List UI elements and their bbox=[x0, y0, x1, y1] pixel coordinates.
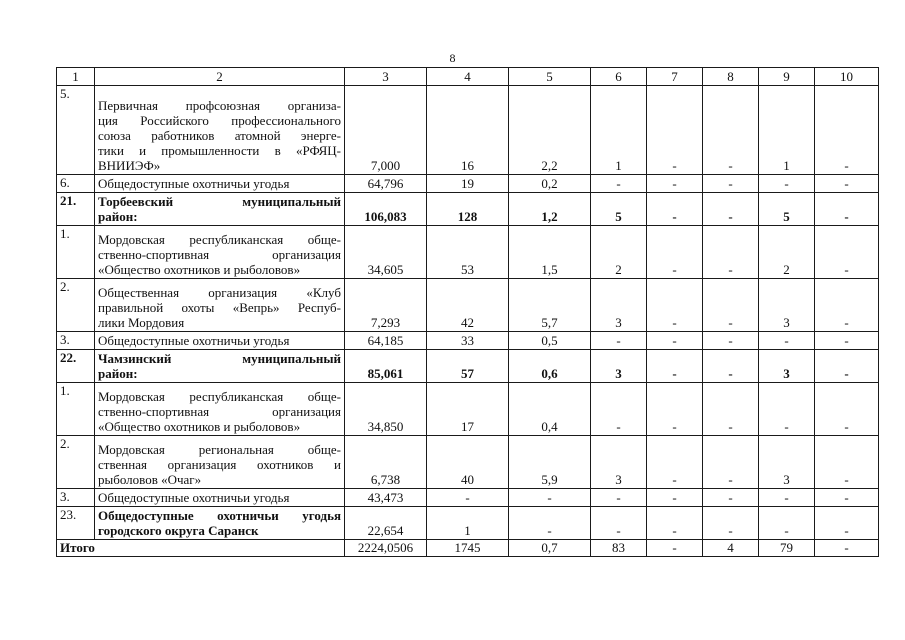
cell-c8: - bbox=[703, 193, 759, 226]
row-name-line: Общедоступные охотничьи угодья bbox=[98, 333, 290, 348]
cell-c10: - bbox=[815, 279, 879, 332]
row-number: 2. bbox=[57, 436, 95, 489]
cell-c3: 22,654 bbox=[345, 507, 427, 540]
row-name-line: ственно-спортивная организация bbox=[98, 404, 341, 419]
cell-c8: - bbox=[703, 383, 759, 436]
table-row bbox=[57, 175, 879, 193]
cell-c8: - bbox=[703, 175, 759, 193]
cell-c7: - bbox=[647, 436, 703, 489]
cell-c9: 3 bbox=[759, 436, 815, 489]
cell-c4: 42 bbox=[427, 279, 509, 332]
cell-c4: 16 bbox=[427, 86, 509, 175]
cell-c4: 33 bbox=[427, 332, 509, 350]
row-number: 6. bbox=[57, 175, 95, 193]
cell-c5: 5,9 bbox=[509, 436, 591, 489]
total-label: Итого bbox=[57, 540, 345, 557]
row-name-line: Мордовская республиканская обще- bbox=[98, 389, 341, 404]
cell-c10: - bbox=[815, 436, 879, 489]
total-cell-c9: 79 bbox=[759, 540, 815, 557]
row-name-line: ция Российского профессионального bbox=[98, 113, 341, 128]
cell-c10: - bbox=[815, 489, 879, 507]
total-cell-c10: - bbox=[815, 540, 879, 557]
cell-c3: 64,185 bbox=[345, 332, 427, 350]
cell-c10: - bbox=[815, 332, 879, 350]
row-name-line: Торбеевский муниципальный bbox=[98, 194, 341, 209]
row-name-line: Чамзинский муниципальный bbox=[98, 351, 341, 366]
cell-c7: - bbox=[647, 332, 703, 350]
header-cell-6: 6 bbox=[591, 68, 647, 86]
cell-c10: - bbox=[815, 86, 879, 175]
cell-c6: - bbox=[591, 489, 647, 507]
row-name bbox=[95, 193, 345, 226]
cell-c3: 85,061 bbox=[345, 350, 427, 383]
cell-c4: 17 bbox=[427, 383, 509, 436]
row-number: 1. bbox=[57, 383, 95, 436]
cell-c10: - bbox=[815, 226, 879, 279]
header-cell-2: 2 bbox=[95, 68, 345, 86]
row-name bbox=[95, 279, 345, 332]
table-row bbox=[57, 193, 879, 226]
row-name-line: Общедоступные охотничьи угодья bbox=[98, 508, 341, 523]
page-number: 8 bbox=[449, 51, 456, 65]
row-name bbox=[95, 436, 345, 489]
cell-c9: 3 bbox=[759, 279, 815, 332]
row-name-line: ственно-спортивная организация bbox=[98, 247, 341, 262]
total-cell-c8: 4 bbox=[703, 540, 759, 557]
cell-c8: - bbox=[703, 332, 759, 350]
cell-c9: 2 bbox=[759, 226, 815, 279]
row-name-line: Общедоступные охотничьи угодья bbox=[98, 176, 290, 191]
cell-c9: - bbox=[759, 175, 815, 193]
row-number: 2. bbox=[57, 279, 95, 332]
row-name-line: правильной охоты «Вепрь» Респуб- bbox=[98, 300, 341, 315]
cell-c8: - bbox=[703, 489, 759, 507]
cell-c10: - bbox=[815, 507, 879, 540]
cell-c5: - bbox=[509, 489, 591, 507]
table-row bbox=[57, 383, 879, 436]
cell-c4: - bbox=[427, 489, 509, 507]
cell-c4: 1 bbox=[427, 507, 509, 540]
row-number: 1. bbox=[57, 226, 95, 279]
row-name-line: район: bbox=[98, 366, 138, 381]
row-number: 21. bbox=[57, 193, 95, 226]
row-name-line: Первичная профсоюзная организа- bbox=[98, 98, 341, 113]
row-number: 3. bbox=[57, 332, 95, 350]
cell-c3: 7,293 bbox=[345, 279, 427, 332]
header-cell-1: 1 bbox=[57, 68, 95, 86]
total-cell-c4: 1745 bbox=[427, 540, 509, 557]
cell-c10: - bbox=[815, 350, 879, 383]
cell-c7: - bbox=[647, 86, 703, 175]
header-cell-10: 10 bbox=[815, 68, 879, 86]
cell-c6: - bbox=[591, 175, 647, 193]
table-row bbox=[57, 436, 879, 489]
cell-c10: - bbox=[815, 383, 879, 436]
header-cell-4: 4 bbox=[427, 68, 509, 86]
cell-c5: 0,6 bbox=[509, 350, 591, 383]
cell-c3: 6,738 bbox=[345, 436, 427, 489]
cell-c3: 34,605 bbox=[345, 226, 427, 279]
row-name-line: «Общество охотников и рыболовов» bbox=[98, 419, 301, 434]
cell-c10: - bbox=[815, 175, 879, 193]
cell-c4: 57 bbox=[427, 350, 509, 383]
table-row bbox=[57, 489, 879, 507]
cell-c5: 2,2 bbox=[509, 86, 591, 175]
row-name-line: Мордовская республиканская обще- bbox=[98, 232, 341, 247]
header-cell-3: 3 bbox=[345, 68, 427, 86]
total-row bbox=[57, 540, 879, 557]
cell-c3: 43,473 bbox=[345, 489, 427, 507]
header-cell-9: 9 bbox=[759, 68, 815, 86]
cell-c6: - bbox=[591, 332, 647, 350]
cell-c6: 3 bbox=[591, 436, 647, 489]
cell-c7: - bbox=[647, 175, 703, 193]
row-number: 5. bbox=[57, 86, 95, 175]
header-cell-5: 5 bbox=[509, 68, 591, 86]
row-name bbox=[95, 507, 345, 540]
cell-c10: - bbox=[815, 193, 879, 226]
cell-c7: - bbox=[647, 193, 703, 226]
cell-c3: 64,796 bbox=[345, 175, 427, 193]
cell-c9: 5 bbox=[759, 193, 815, 226]
cell-c9: - bbox=[759, 383, 815, 436]
cell-c5: 1,2 bbox=[509, 193, 591, 226]
cell-c5: - bbox=[509, 507, 591, 540]
row-name bbox=[95, 489, 345, 507]
cell-c7: - bbox=[647, 279, 703, 332]
table-row bbox=[57, 86, 879, 175]
row-name-line: район: bbox=[98, 209, 138, 224]
cell-c6: - bbox=[591, 507, 647, 540]
cell-c9: 1 bbox=[759, 86, 815, 175]
row-name bbox=[95, 332, 345, 350]
cell-c5: 5,7 bbox=[509, 279, 591, 332]
total-cell-c6: 83 bbox=[591, 540, 647, 557]
row-name bbox=[95, 175, 345, 193]
row-name-line: Мордовская региональная обще- bbox=[98, 442, 341, 457]
cell-c4: 128 bbox=[427, 193, 509, 226]
row-number: 22. bbox=[57, 350, 95, 383]
row-name-line: тики и промышленности в «РФЯЦ- bbox=[98, 143, 341, 158]
cell-c4: 53 bbox=[427, 226, 509, 279]
cell-c3: 106,083 bbox=[345, 193, 427, 226]
row-number: 3. bbox=[57, 489, 95, 507]
cell-c3: 34,850 bbox=[345, 383, 427, 436]
header-cell-7: 7 bbox=[647, 68, 703, 86]
cell-c4: 19 bbox=[427, 175, 509, 193]
cell-c6: 1 bbox=[591, 86, 647, 175]
cell-c8: - bbox=[703, 226, 759, 279]
cell-c8: - bbox=[703, 279, 759, 332]
cell-c7: - bbox=[647, 383, 703, 436]
row-name bbox=[95, 86, 345, 175]
row-name bbox=[95, 226, 345, 279]
table-row bbox=[57, 350, 879, 383]
cell-c9: - bbox=[759, 332, 815, 350]
row-name-line: лики Мордовия bbox=[98, 315, 185, 330]
cell-c9: - bbox=[759, 489, 815, 507]
cell-c5: 0,5 bbox=[509, 332, 591, 350]
row-name-line: «Общество охотников и рыболовов» bbox=[98, 262, 301, 277]
row-name-line: рыболовов «Очаг» bbox=[98, 472, 202, 487]
row-name-line: городского округа Саранск bbox=[98, 523, 259, 538]
cell-c5: 0,2 bbox=[509, 175, 591, 193]
cell-c5: 0,4 bbox=[509, 383, 591, 436]
table-row bbox=[57, 279, 879, 332]
row-name-line: Общественная организация «Клуб bbox=[98, 285, 341, 300]
row-name-line: ВНИИЭФ» bbox=[98, 158, 161, 173]
cell-c9: 3 bbox=[759, 350, 815, 383]
row-name-line: ственная организация охотников и bbox=[98, 457, 341, 472]
cell-c8: - bbox=[703, 436, 759, 489]
cell-c4: 40 bbox=[427, 436, 509, 489]
table-row bbox=[57, 332, 879, 350]
cell-c8: - bbox=[703, 86, 759, 175]
cell-c6: - bbox=[591, 383, 647, 436]
cell-c6: 3 bbox=[591, 279, 647, 332]
row-name bbox=[95, 350, 345, 383]
cell-c7: - bbox=[647, 226, 703, 279]
cell-c8: - bbox=[703, 350, 759, 383]
table-header-row bbox=[57, 68, 879, 86]
cell-c5: 1,5 bbox=[509, 226, 591, 279]
table-row bbox=[57, 507, 879, 540]
hunting-grounds-table bbox=[56, 67, 879, 557]
table-body bbox=[57, 68, 879, 557]
cell-c3: 7,000 bbox=[345, 86, 427, 175]
cell-c6: 3 bbox=[591, 350, 647, 383]
cell-c7: - bbox=[647, 350, 703, 383]
cell-c8: - bbox=[703, 507, 759, 540]
total-cell-c5: 0,7 bbox=[509, 540, 591, 557]
table-row bbox=[57, 226, 879, 279]
cell-c7: - bbox=[647, 489, 703, 507]
total-cell-c7: - bbox=[647, 540, 703, 557]
row-number: 23. bbox=[57, 507, 95, 540]
cell-c6: 2 bbox=[591, 226, 647, 279]
row-name-line: Общедоступные охотничьи угодья bbox=[98, 490, 290, 505]
cell-c6: 5 bbox=[591, 193, 647, 226]
cell-c9: - bbox=[759, 507, 815, 540]
header-cell-8: 8 bbox=[703, 68, 759, 86]
cell-c7: - bbox=[647, 507, 703, 540]
row-name-line: союза работников атомной энерге- bbox=[98, 128, 341, 143]
total-cell-c3: 2224,0506 bbox=[345, 540, 427, 557]
row-name bbox=[95, 383, 345, 436]
